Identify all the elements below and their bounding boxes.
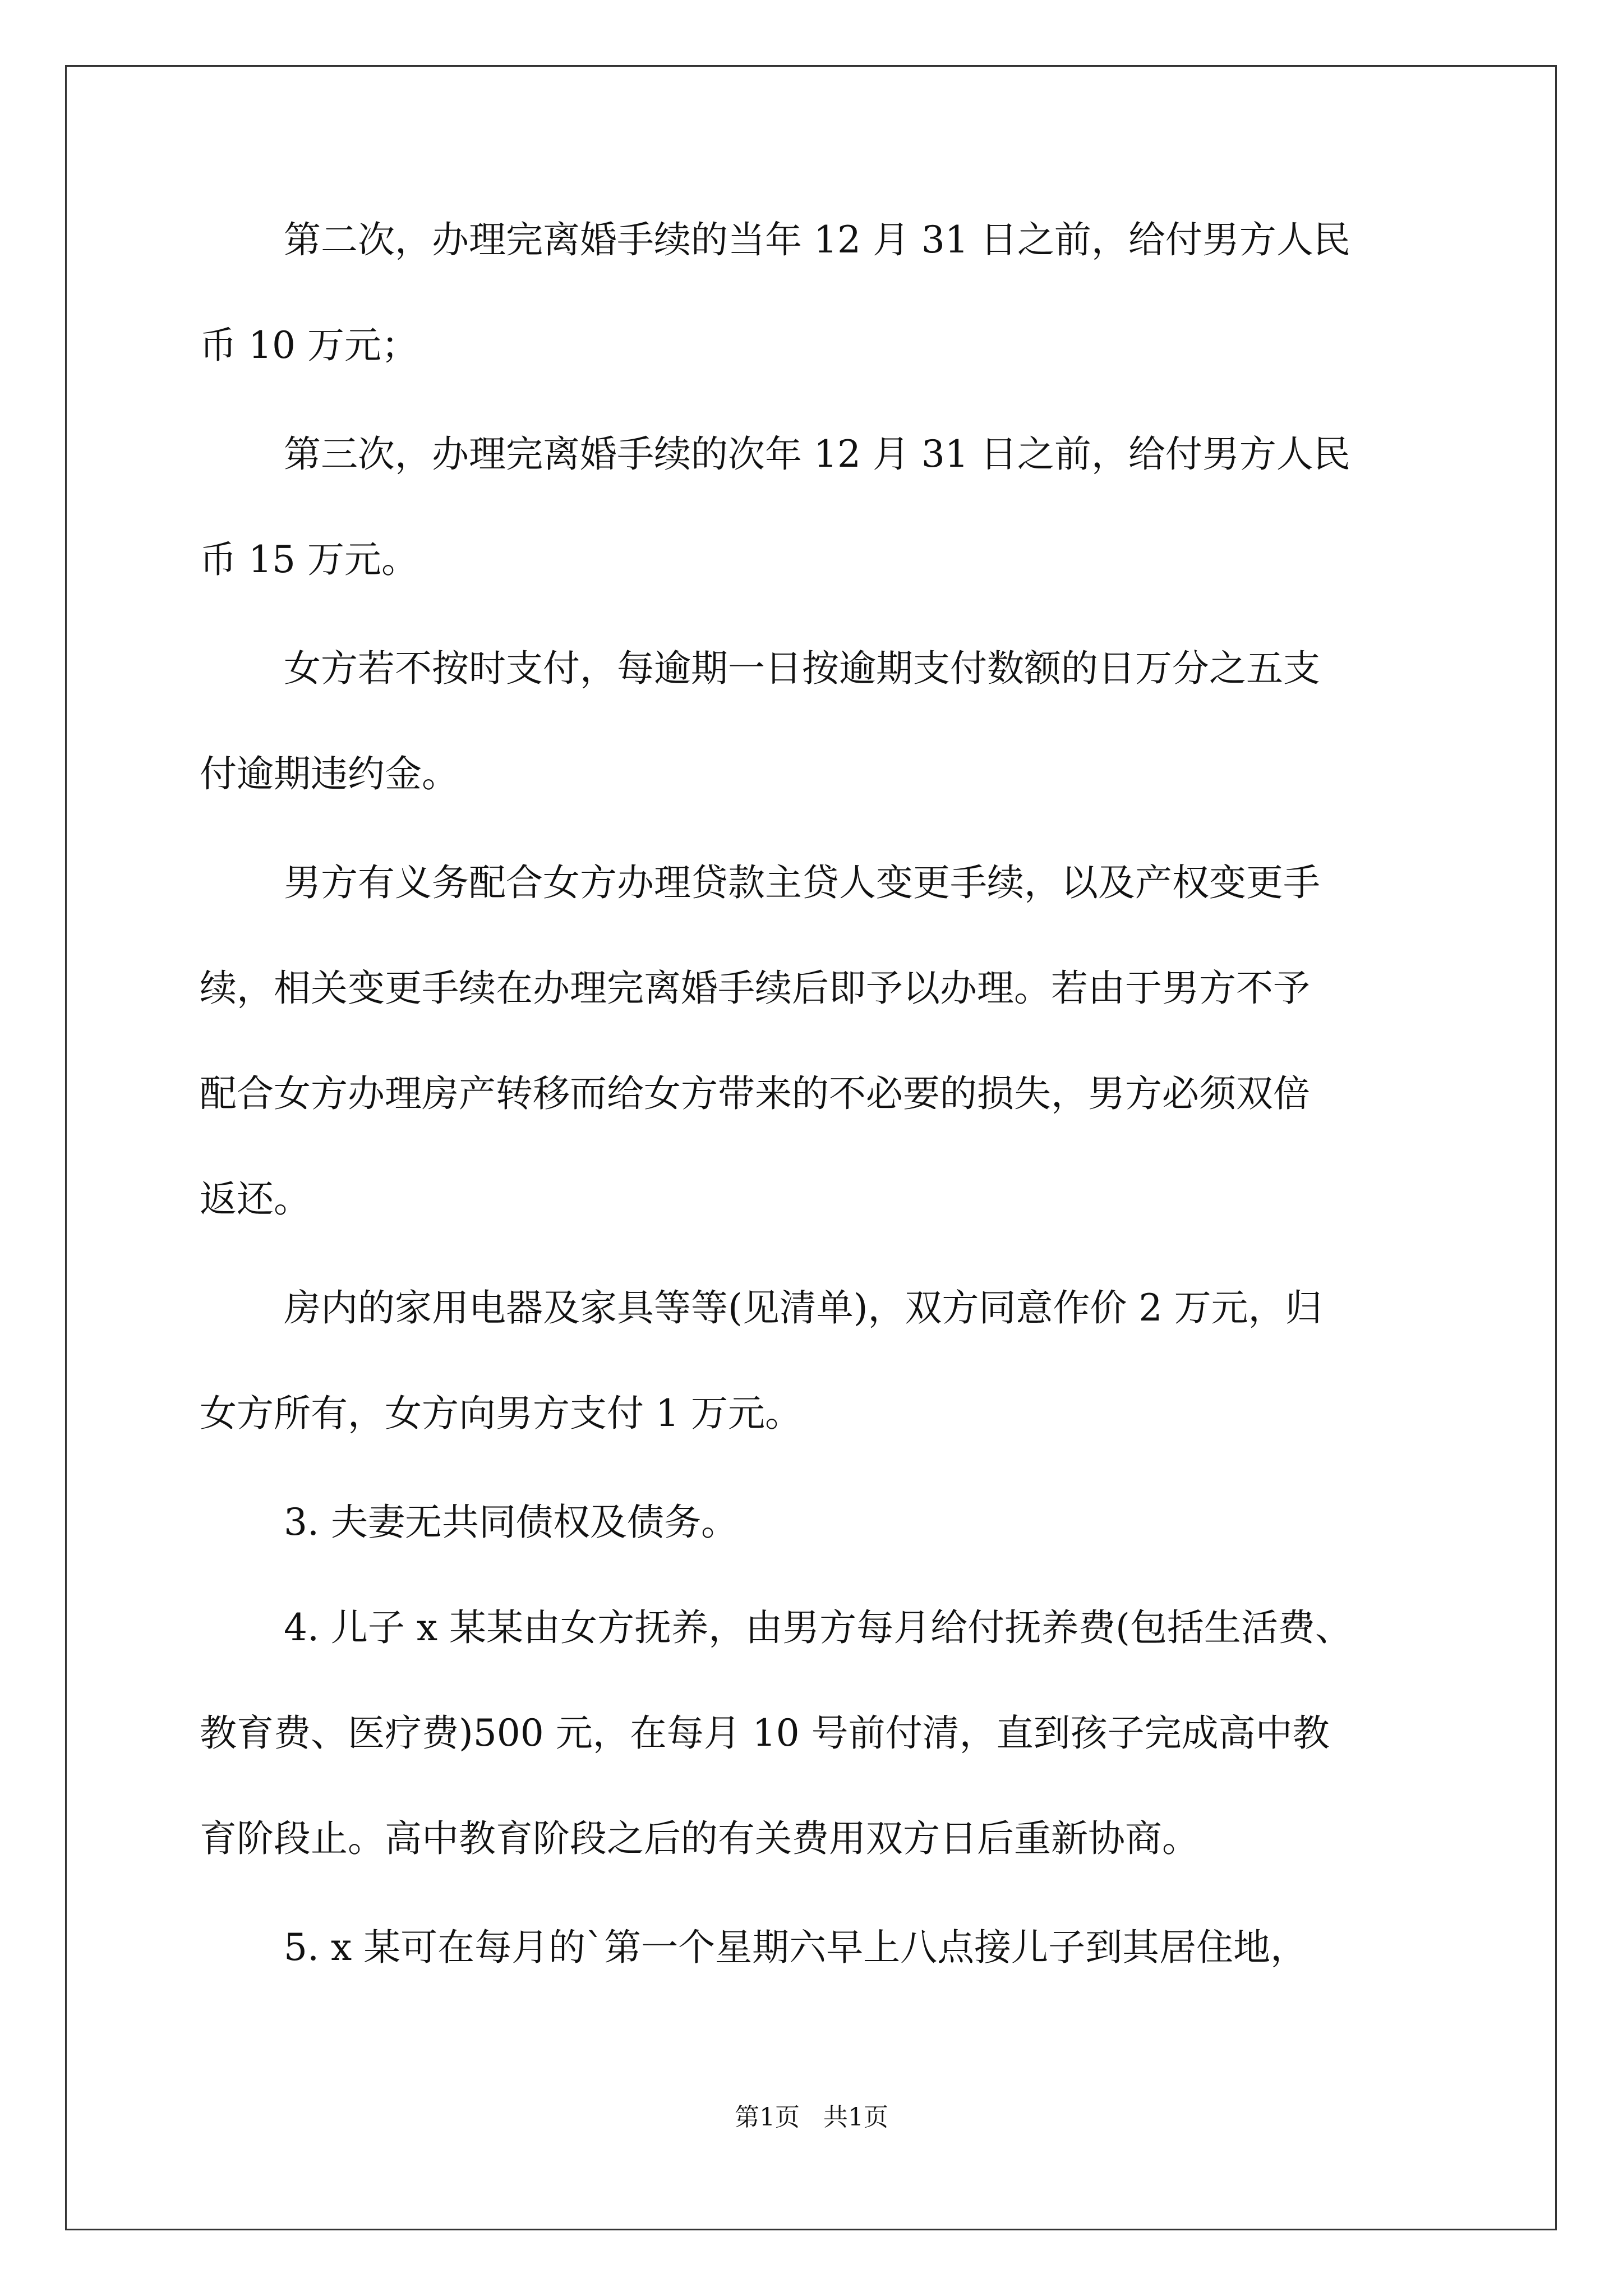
- text-line: 女方所有，女方向男方支付 1 万元。: [200, 1392, 802, 1435]
- text-line: 第三次，办理完离婚手续的次年 12 月 31 日之前，给付男方人民: [284, 432, 1350, 476]
- text-line: 男方有义务配合女方办理贷款主贷人变更手续，以及产权变更手: [284, 861, 1320, 904]
- text-line: 币 15 万元。: [200, 538, 418, 581]
- text-line: 续，相关变更手续在办理完离婚手续后即予以办理。若由于男方不予: [200, 967, 1310, 1010]
- text-line: 返还。: [200, 1177, 311, 1221]
- text-line: 付逾期违约金。: [200, 752, 459, 795]
- text-line: 第二次，办理完离婚手续的当年 12 月 31 日之前，给付男方人民: [284, 218, 1350, 261]
- text-line: 5. x 某可在每月的`第一个星期六早上八点接儿子到其居住地，: [284, 1926, 1308, 1969]
- text-line: 配合女方办理房产转移而给女方带来的不必要的损失，男方必须双倍: [200, 1072, 1310, 1115]
- text-line: 教育费、医疗费)500 元，在每月 10 号前付清，直到孩子完成高中教: [200, 1711, 1330, 1755]
- page-border: [65, 65, 1557, 2230]
- text-line: 4. 儿子 x 某某由女方抚养，由男方每月给付抚养费(包括生活费、: [284, 1606, 1352, 1649]
- text-line: 3. 夫妻无共同债权及债务。: [284, 1501, 738, 1544]
- page-footer: 第1页 共1页: [735, 2103, 888, 2132]
- text-line: 币 10 万元；: [200, 324, 418, 367]
- text-line: 女方若不按时支付，每逾期一日按逾期支付数额的日万分之五支: [284, 647, 1320, 690]
- text-line: 育阶段止。高中教育阶段之后的有关费用双方日后重新协商。: [200, 1817, 1199, 1860]
- text-line: 房内的家用电器及家具等等(见清单)，双方同意作价 2 万元，归: [284, 1286, 1322, 1329]
